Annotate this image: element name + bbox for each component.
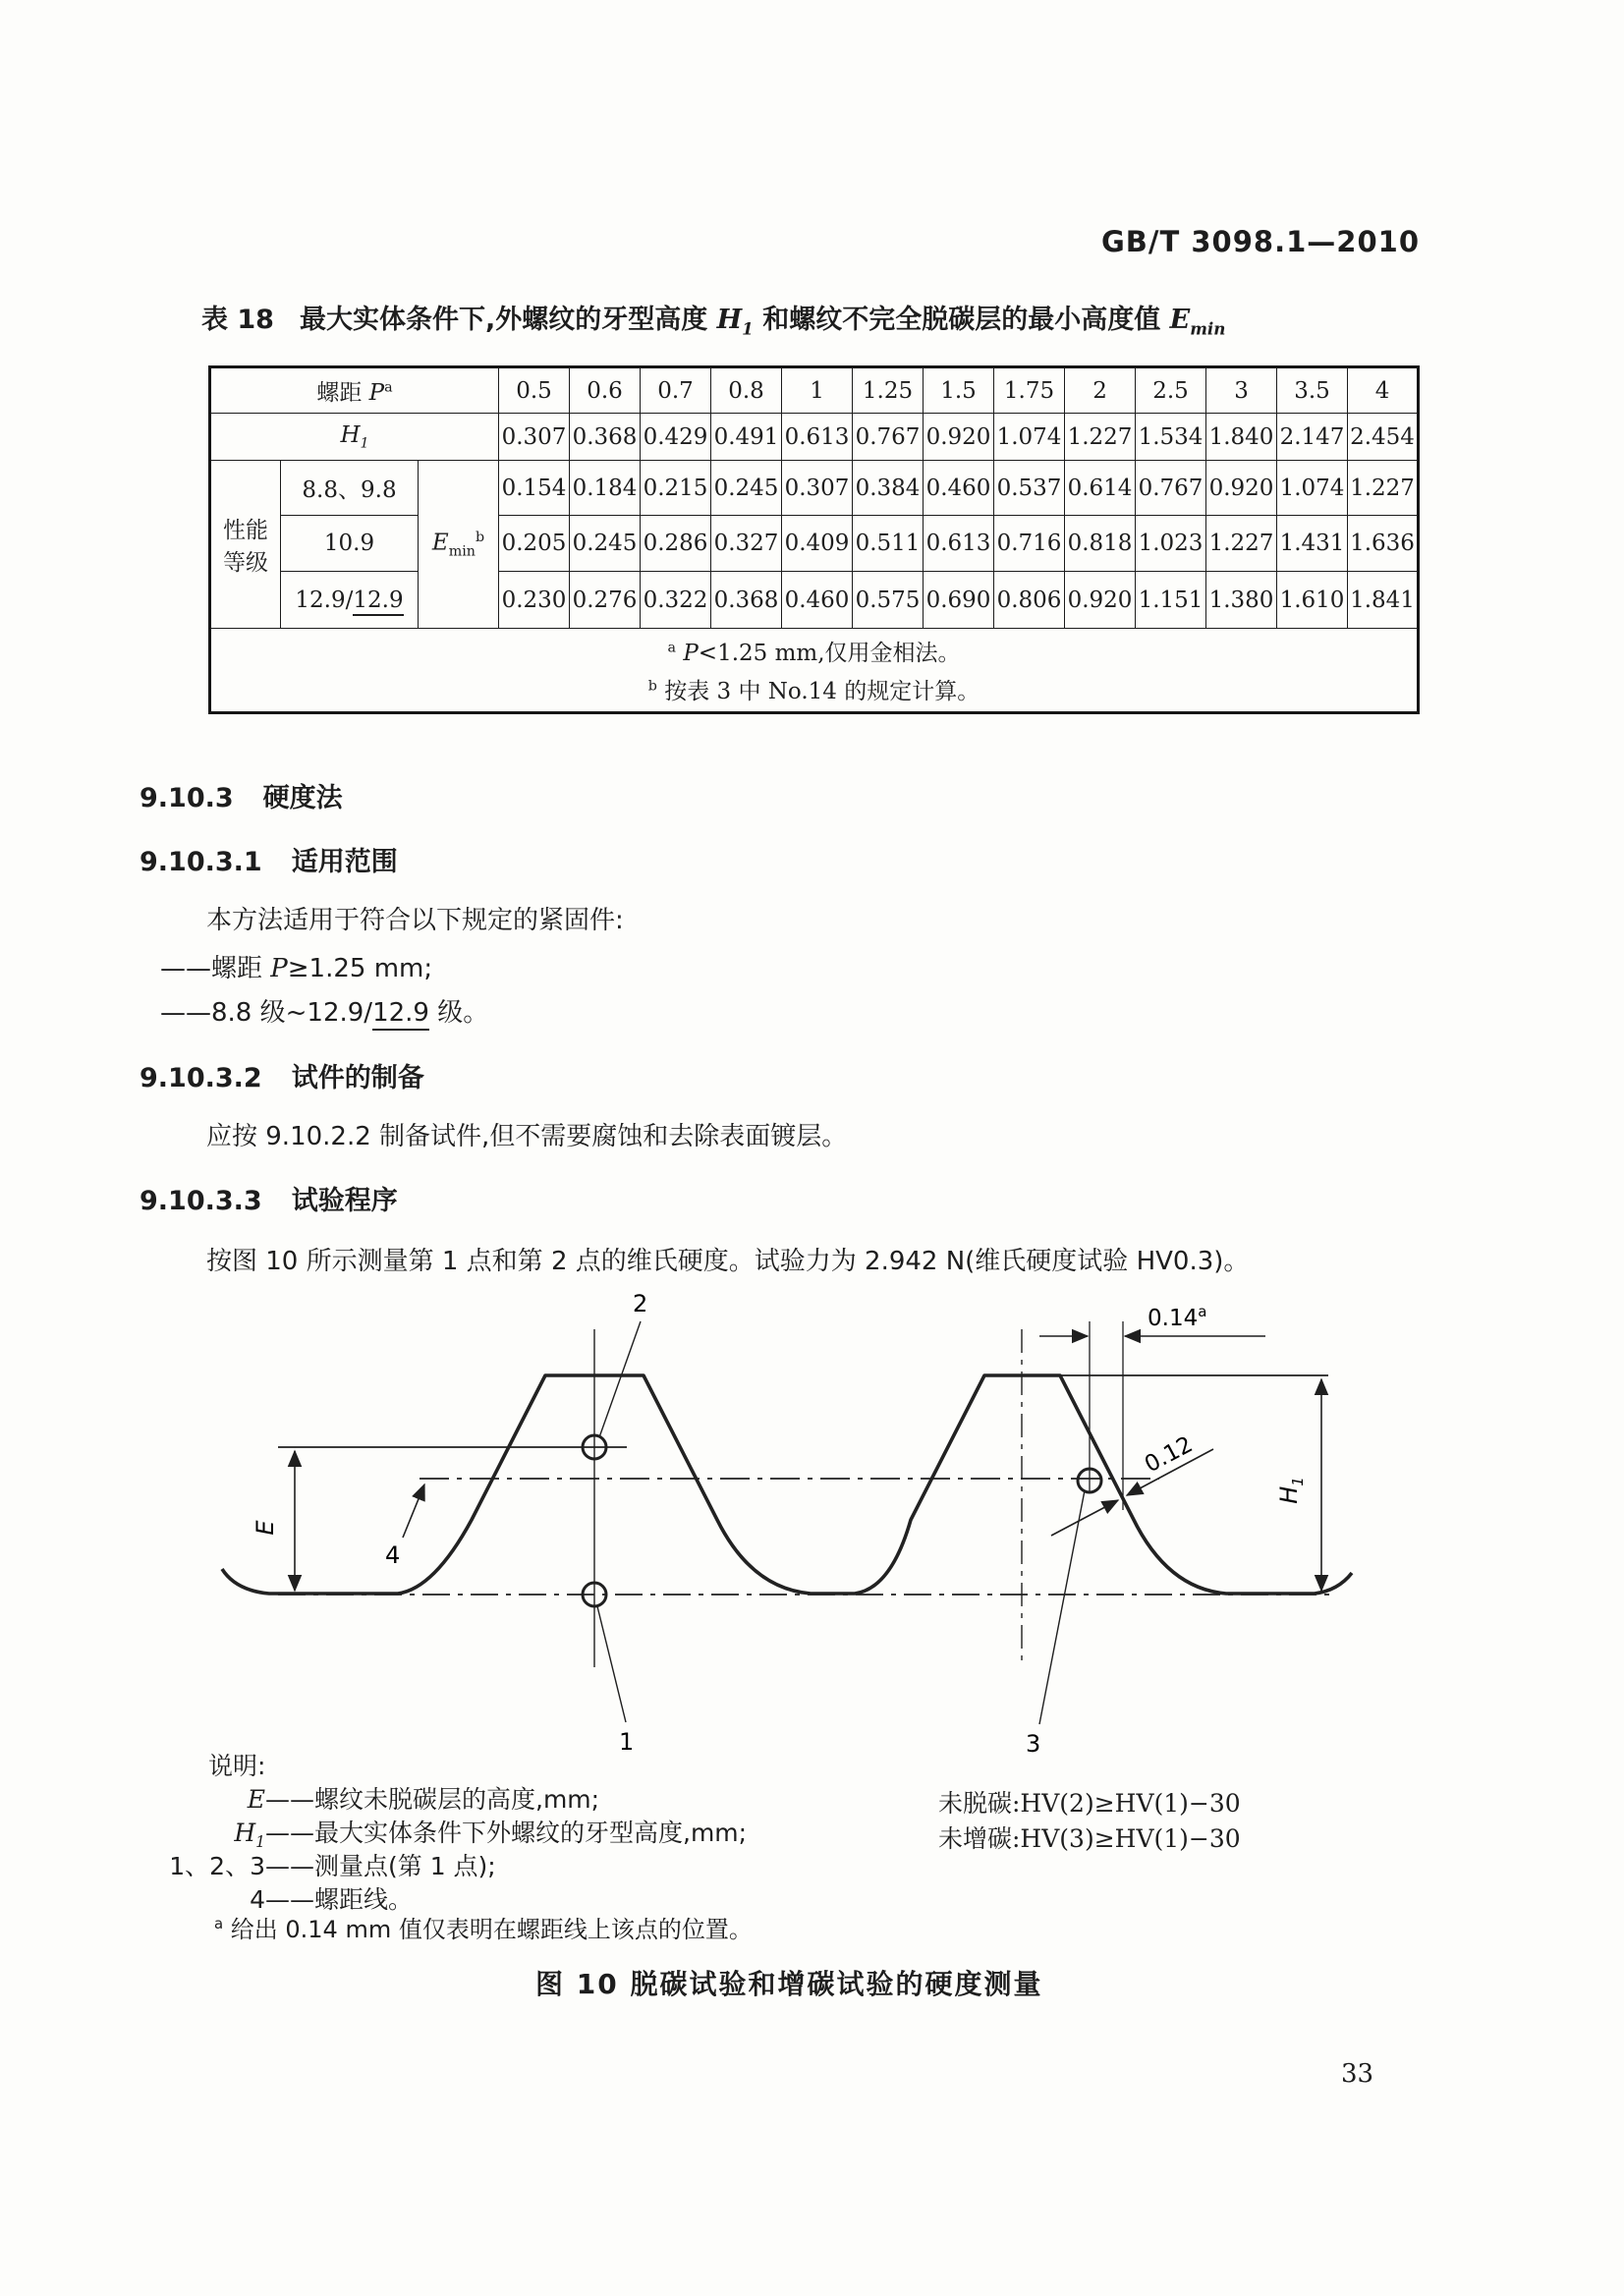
section-number: 9.10.3	[140, 783, 234, 813]
table-title-text-1: 最大实体条件下,外螺纹的牙型高度	[299, 305, 717, 335]
legend-term: 1、2、3	[169, 1852, 265, 1880]
legend-desc: ——螺纹未脱碳层的高度,mm;	[265, 1785, 600, 1814]
list-item-text: 级。	[428, 998, 489, 1028]
list-item-text: 8.8 级~12.9/	[211, 998, 373, 1028]
h1-symbol: H	[340, 421, 361, 448]
pitch-value: 0.7	[641, 367, 711, 414]
list-item-pitch	[160, 948, 432, 984]
table-18-title	[201, 298, 1225, 338]
h1-value: 2.147	[1277, 414, 1348, 461]
table-row-h1	[210, 414, 1419, 461]
legend-condition-decarb: 未脱碳:HV(2)≥HV(1)−30	[938, 1789, 1241, 1818]
heading-9-10-3-2	[140, 1056, 424, 1094]
dim-012-label: 0.12	[1140, 1431, 1198, 1479]
list-item-text: 螺距	[211, 954, 271, 983]
legend-note-a	[214, 1910, 753, 1944]
list-item-grades	[160, 992, 488, 1029]
emin-header-cell	[419, 461, 499, 629]
heading-9-10-3-1	[140, 840, 398, 878]
leader-pitch-line-ref	[403, 1484, 424, 1538]
pitch-value: 3	[1206, 367, 1277, 414]
grade-12-9-underlined: 12.9	[372, 998, 429, 1031]
emin-value: 0.276	[570, 572, 641, 629]
grade-cell: 8.8、9.8	[281, 461, 419, 516]
leader-point-2	[599, 1321, 641, 1437]
legend-desc: ——螺距线。	[265, 1885, 414, 1914]
emin-sub: min	[448, 543, 476, 560]
grade-12-9-underlined: 12.9	[353, 588, 403, 616]
h1-value: 0.429	[641, 414, 711, 461]
legend-term-sub: 1	[255, 1833, 265, 1851]
footnote-a-symbol: P	[683, 641, 699, 666]
emin-value: 0.613	[924, 516, 994, 572]
table-18	[208, 365, 1420, 714]
emin-value: 0.409	[782, 516, 853, 572]
pitch-header-cell	[210, 367, 499, 414]
h1-value: 1.534	[1136, 414, 1206, 461]
legend-desc: ——测量点(第 1 点);	[265, 1852, 496, 1880]
leader-point-1	[597, 1606, 626, 1722]
legend-condition-carb: 未增碳:HV(3)≥HV(1)−30	[938, 1824, 1241, 1853]
emin-value: 1.074	[1277, 461, 1348, 516]
dim-H1-label	[1275, 1477, 1307, 1504]
emin-value: 1.380	[1206, 572, 1277, 629]
h1-value: 0.920	[924, 414, 994, 461]
pitch-value: 3.5	[1277, 367, 1348, 414]
section-number: 9.10.3.1	[140, 847, 262, 877]
footnote-a-marker: a	[667, 640, 676, 656]
perf-grade-line2: 等级	[223, 550, 268, 576]
perf-grade-header-cell	[210, 461, 281, 629]
emin-value: 0.614	[1065, 461, 1136, 516]
legend-note-a-text: 给出 0.14 mm 值仅表明在螺距线上该点的位置。	[230, 1916, 753, 1943]
emin-value: 0.230	[499, 572, 570, 629]
section-title: 硬度法	[262, 783, 343, 813]
legend-note-a-marker: a	[214, 1915, 224, 1932]
emin-value: 0.322	[641, 572, 711, 629]
legend-desc: ——最大实体条件下外螺纹的牙型高度,mm;	[265, 1819, 748, 1847]
dim-H1-sym: H	[1275, 1485, 1303, 1504]
emin-value: 0.205	[499, 516, 570, 572]
emin-value: 0.920	[1065, 572, 1136, 629]
figure-10-thread-diagram	[177, 1282, 1434, 1773]
legend-item-H1	[142, 1814, 747, 1851]
pitch-value: 4	[1348, 367, 1419, 414]
emin-value: 0.460	[782, 572, 853, 629]
emin-value: 0.368	[711, 572, 782, 629]
table-row-grade-2	[210, 516, 1419, 572]
emin-value: 0.767	[1136, 461, 1206, 516]
emin-value: 0.286	[641, 516, 711, 572]
pitch-value: 0.5	[499, 367, 570, 414]
emin-value: 1.841	[1348, 572, 1419, 629]
pitch-value: 0.6	[570, 367, 641, 414]
dim-014-value: 0.14	[1148, 1306, 1199, 1331]
pitch-value: 1.25	[853, 367, 924, 414]
label-pitch-line-ref: 4	[385, 1541, 401, 1569]
emin-value: 0.154	[499, 461, 570, 516]
section-title: 试验程序	[291, 1186, 398, 1216]
emin-value: 0.307	[782, 461, 853, 516]
symbol-P: P	[270, 954, 288, 983]
table-row-grade-1	[210, 461, 1419, 516]
footnote-b-marker: b	[647, 678, 657, 695]
grade-cell: 10.9	[281, 516, 419, 572]
h1-value: 1.074	[994, 414, 1065, 461]
dim-H1-sub: 1	[1289, 1477, 1307, 1486]
symbol-H1: H	[716, 305, 743, 335]
legend-term: H	[234, 1819, 256, 1847]
emin-value: 1.227	[1206, 516, 1277, 572]
symbol-Emin-sub: min	[1190, 318, 1226, 339]
pitch-symbol: P	[368, 380, 385, 406]
h1-value: 0.368	[570, 414, 641, 461]
footnote-a-text: <1.25 mm,仅用金相法。	[698, 641, 961, 666]
section-number: 9.10.3.3	[140, 1186, 262, 1216]
emin-value: 0.245	[570, 516, 641, 572]
heading-9-10-3-3	[140, 1179, 398, 1217]
emin-value: 0.215	[641, 461, 711, 516]
table-footnotes	[210, 629, 1419, 713]
section-number: 9.10.3.2	[140, 1063, 262, 1093]
emin-value: 0.327	[711, 516, 782, 572]
emin-value: 0.511	[853, 516, 924, 572]
emin-footnote-marker: b	[475, 529, 485, 545]
table-row-grade-3	[210, 572, 1419, 629]
pitch-value: 1.5	[924, 367, 994, 414]
section-title: 适用范围	[291, 847, 398, 877]
dim-014-sup: a	[1198, 1303, 1207, 1320]
standard-code-header: GB/T 3098.1—2010	[1101, 225, 1420, 258]
section-title: 试件的制备	[291, 1063, 424, 1093]
h1-header-cell	[210, 414, 499, 461]
emin-value: 1.023	[1136, 516, 1206, 572]
symbol-H1-sub: 1	[742, 318, 754, 339]
footnote-a	[211, 635, 1417, 667]
paragraph-specimen: 应按 9.10.2.2 制备试件,但不需要腐蚀和去除表面镀层。	[206, 1122, 848, 1151]
footnote-b	[211, 673, 1417, 705]
list-item-text: ≥1.25 mm;	[287, 954, 433, 983]
emin-value: 0.537	[994, 461, 1065, 516]
h1-value: 0.613	[782, 414, 853, 461]
label-point-2: 2	[633, 1290, 648, 1317]
grade-12-9-pre: 12.9/	[295, 587, 354, 613]
pitch-value: 1	[782, 367, 853, 414]
figure-legend	[142, 1741, 1479, 1957]
emin-value: 1.227	[1348, 461, 1419, 516]
legend-heading: 说明:	[208, 1752, 266, 1780]
emin-value: 0.806	[994, 572, 1065, 629]
paragraph-scope: 本方法适用于符合以下规定的紧固件:	[206, 906, 624, 935]
h1-value: 1.840	[1206, 414, 1277, 461]
h1-value: 1.227	[1065, 414, 1136, 461]
label-point-3: 3	[1026, 1730, 1041, 1758]
emin-value: 1.431	[1277, 516, 1348, 572]
h1-value: 0.491	[711, 414, 782, 461]
symbol-Emin: E	[1169, 305, 1191, 335]
leader-point-3	[1039, 1490, 1085, 1724]
h1-value: 0.307	[499, 414, 570, 461]
pitch-value: 1.75	[994, 367, 1065, 414]
label-point-1: 1	[619, 1728, 635, 1756]
legend-term: E	[247, 1785, 265, 1814]
table-row-pitch	[210, 367, 1419, 414]
dash: ——	[160, 998, 211, 1028]
pitch-value: 0.8	[711, 367, 782, 414]
pitch-value: 2.5	[1136, 367, 1206, 414]
legend-item-points	[142, 1847, 496, 1884]
dim-E-label: E	[252, 1520, 279, 1536]
emin-value: 0.575	[853, 572, 924, 629]
pitch-label: 螺距	[316, 380, 369, 406]
paragraph-procedure: 按图 10 所示测量第 1 点和第 2 点的维氏硬度。试验力为 2.942 N(维氏硬度试验 HV0.3)。	[206, 1247, 1250, 1276]
emin-value: 0.690	[924, 572, 994, 629]
perf-grade-line1: 性能	[223, 518, 268, 543]
emin-value: 0.716	[994, 516, 1065, 572]
grade-cell	[281, 572, 419, 629]
h1-symbol-sub: 1	[360, 435, 369, 452]
legend-item-E	[142, 1780, 599, 1818]
table-number: 表 18	[201, 305, 274, 335]
dash: ——	[160, 954, 211, 983]
table-footnotes-row	[210, 629, 1419, 713]
emin-value: 0.460	[924, 461, 994, 516]
dim-014-label	[1148, 1303, 1206, 1331]
h1-value: 0.767	[853, 414, 924, 461]
emin-value: 0.384	[853, 461, 924, 516]
h1-value: 2.454	[1348, 414, 1419, 461]
emin-value: 0.184	[570, 461, 641, 516]
figure-10-caption: 图 10 脱碳试验和增碳试验的硬度测量	[535, 1968, 1043, 2000]
emin-value: 1.636	[1348, 516, 1419, 572]
emin-value: 0.818	[1065, 516, 1136, 572]
heading-9-10-3	[140, 776, 343, 814]
table-title-text-2: 和螺纹不完全脱碳层的最小高度值	[753, 305, 1170, 335]
pitch-footnote-marker: a	[384, 379, 393, 396]
pitch-value: 2	[1065, 367, 1136, 414]
emin-value: 1.610	[1277, 572, 1348, 629]
emin-symbol: E	[431, 530, 449, 556]
page-number: 33	[1341, 2059, 1374, 2089]
emin-value: 0.920	[1206, 461, 1277, 516]
legend-term: 4	[250, 1885, 265, 1914]
emin-value: 0.245	[711, 461, 782, 516]
emin-value: 1.151	[1136, 572, 1206, 629]
footnote-b-text: 按表 3 中 No.14 的规定计算。	[664, 679, 980, 704]
dim-012-arrow-lower	[1051, 1500, 1118, 1536]
